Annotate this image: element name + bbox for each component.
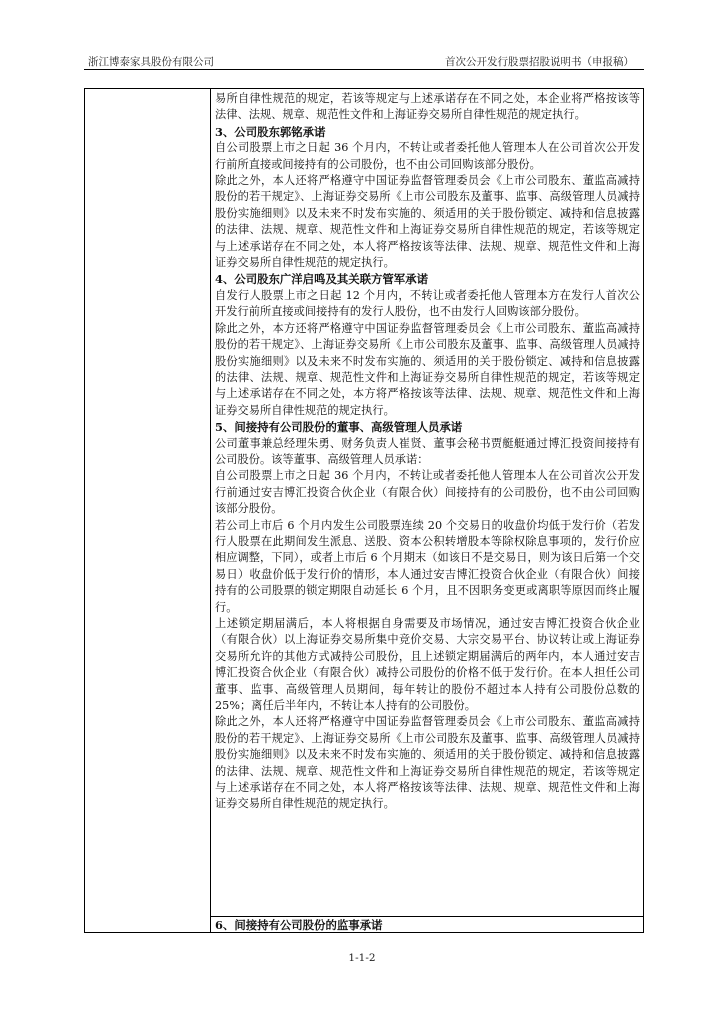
paragraph-5d: 上述锁定期届满后，本人将根据自身需要及市场情况，通过安吉博汇投资合伙企业（有限合伙）以上海证券交易所集中竞价交易、大宗交易平台、协议转让或上海证券交易所允许的其他方式减持公司股份，且上述锁定期届满后的两年内，本人通过安吉博汇投资合伙企业（有限合伙）减持公司股份的价格不低于发行价。在本人担任公司董事、监事、高级管理人员期间，每年转让的股份不超过本人持有公司股份总数的 25%；离任后半年内，不转让本人持有的公司股份。 [215, 617, 640, 713]
paragraph-5e: 除此之外，本人还将严格遵守中国证券监督管理委员会《上市公司股东、董监高减持股份的若干规定》、上海证券交易所《上市公司股东及董事、监事、高级管理人员减持股份实施细则》以及未来不时发布实施的、须适用的关于股份锁定、减持和信息披露的法律、法规、规章、规范性文件和上海证券交易所自律性规范的规定，若该等规定与上述承诺存在不同之处，本人将严格按该等法律、法规、规章、规范性文件和上海证券交易所自律性规范的规定执行。 [215, 715, 640, 811]
header-document-title: 首次公开发行股票招股说明书（申报稿） [445, 56, 634, 68]
commitment-table [84, 88, 644, 933]
paragraph-3b: 除此之外，本人还将严格遵守中国证券监督管理委员会《上市公司股东、董监高减持股份的若干规定》、上海证券交易所《上市公司股东及董事、监事、高级管理人员减持股份实施细则》以及未来不时发布实施的、须适用的关于股份锁定、减持和信息披露的法律、法规、规章、规范性文件和上海证券交易所自律性规范的规定，若该等规定与上述承诺存在不同之处，本人将严格按该等法律、法规、规章、规范性文件和上海证券交易所自律性规范的规定执行。 [215, 174, 640, 270]
paragraph-5c: 若公司上市后 6 个月内发生公司股票连续 20 个交易日的收盘价均低于发行价（若发行人股票在此期间发生派息、送股、资本公积转增股本等除权除息事项的，发行价应相应调整，下同），或者上市后 6 个月期末（如该日不是交易日，则为该日后第一个交易日）收盘价低于发行价的情形，本人通过安吉博汇投资合伙企业（有限合伙）间接持有的公司股票的锁定期限自动延长 6 个月，且不因职务变更或离职等原因而终止履行。 [215, 518, 640, 614]
table-content-cell [211, 89, 643, 932]
section-heading-6: 6、间接持有公司股份的监事承诺 [215, 918, 383, 932]
page-number: 1-1-2 [348, 952, 376, 964]
section-heading-6-row [211, 916, 643, 932]
paragraph-continued: 易所自律性规范的规定，若该等规定与上述承诺存在不同之处，本企业将严格按该等法律、法规、规章、规范性文件和上海证券交易所自律性规范的规定执行。 [215, 92, 640, 122]
header-rule [84, 69, 644, 70]
paragraph-5b: 自公司股票上市之日起 36 个月内，不转让或者委托他人管理本人在公司首次公开发行前通过安吉博汇投资合伙企业（有限合伙）间接持有的公司股份，也不由公司回购该部分股份。 [215, 469, 640, 516]
section-heading-5: 5、间接持有公司股份的董事、高级管理人员承诺 [215, 420, 463, 435]
table-left-column [85, 89, 211, 932]
paragraph-3a: 自公司股票上市之日起 36 个月内，不转让或者委托他人管理本人在公司首次公开发行前所直接或间接持有的公司股份，也不由公司回购该部分股份。 [215, 141, 640, 171]
paragraph-5a: 公司董事兼总经理朱勇、财务负责人崔贤、董事会秘书贾艇艇通过博汇投资间接持有公司股份。该等董事、高级管理人员承诺： [215, 436, 640, 466]
section-heading-3: 3、公司股东郭铭承诺 [215, 124, 326, 139]
paragraph-4b: 除此之外，本方还将严格遵守中国证券监督管理委员会《上市公司股东、董监高减持股份的若干规定》、上海证券交易所《上市公司股东及董事、监事、高级管理人员减持股份实施细则》以及未来不时发布实施的、须适用的关于股份锁定、减持和信息披露的法律、法规、规章、规范性文件和上海证券交易所自律性规范的规定，若该等规定与上述承诺存在不同之处，本方将严格按该等法律、法规、规章、规范性文件和上海证券交易所自律性规范的规定执行。 [215, 321, 640, 417]
paragraph-4a: 自发行人股票上市之日起 12 个月内，不转让或者委托他人管理本方在发行人首次公开发行前所直接或间接持有的发行人股份，也不由发行人回购该部分股份。 [215, 288, 640, 319]
section-heading-4: 4、公司股东广洋启鸣及其关联方管军承诺 [215, 272, 428, 287]
header-company-name: 浙江博泰家具股份有限公司 [88, 56, 214, 68]
